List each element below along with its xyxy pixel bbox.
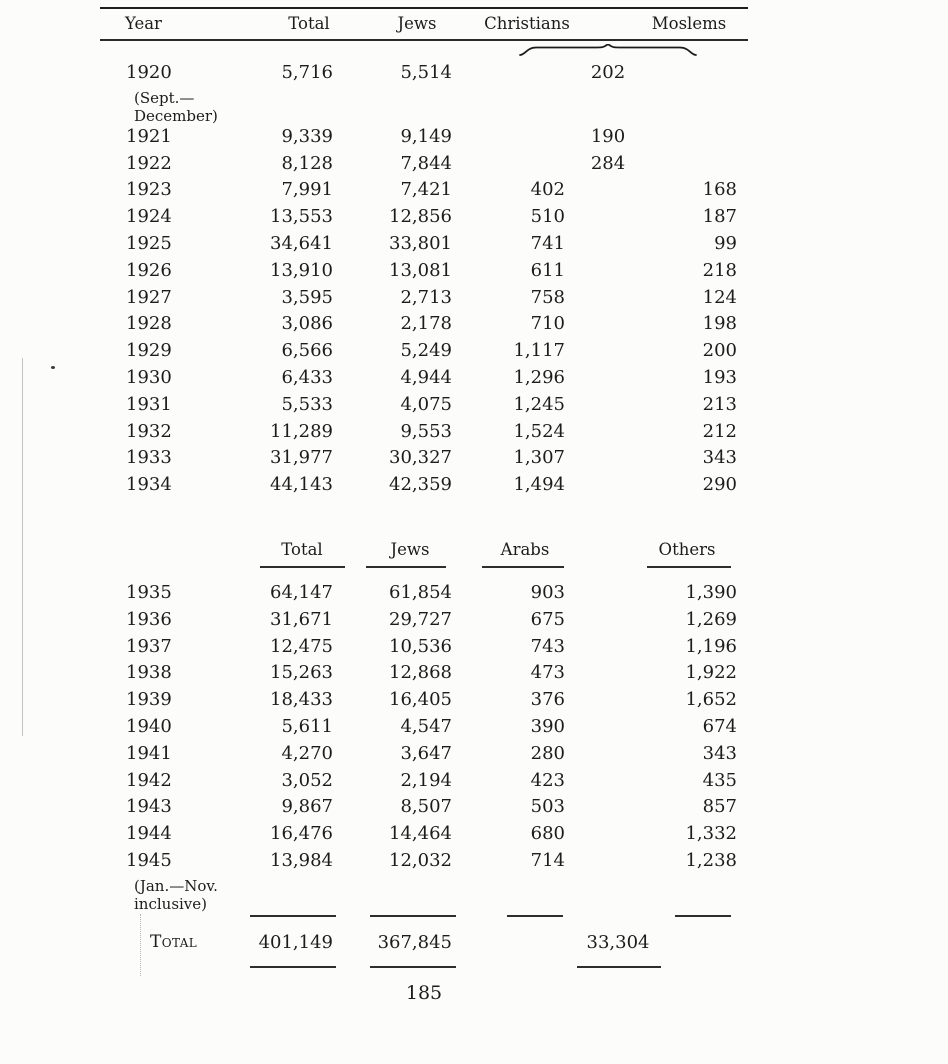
total-separator-rule: [250, 915, 336, 917]
table-row: [0, 850, 948, 877]
table-row: [0, 823, 948, 850]
total-cell: 34,641: [270, 232, 333, 254]
arabs-cell: 680: [530, 823, 565, 845]
year-cell: 1928: [126, 313, 172, 335]
others-cell: 1,269: [685, 608, 737, 630]
arabs-cell: 503: [530, 796, 565, 818]
jews-cell: 4,075: [400, 393, 452, 415]
col-header-moslems: Moslems: [651, 14, 727, 33]
jews-cell: 12,032: [389, 849, 452, 871]
table1-body: [0, 62, 948, 501]
col-header-year: Year: [125, 14, 162, 33]
christians-cell: 710: [530, 313, 565, 335]
table-header-rule: [100, 39, 748, 41]
total-cell: 8,128: [281, 152, 333, 174]
year-cell: 1935: [126, 582, 172, 603]
col-header-total: Total: [281, 540, 323, 559]
total-cell: 13,910: [270, 259, 333, 281]
moslems-cell: 343: [702, 447, 737, 469]
table2-body: [0, 582, 948, 914]
total-cell: 7,991: [281, 179, 333, 201]
total-cell: 13,984: [270, 849, 333, 871]
table-row: [0, 447, 948, 474]
year-cell: 1937: [126, 635, 172, 657]
combined-cell: 190: [590, 125, 626, 147]
others-cell: 1,238: [685, 849, 737, 871]
total-cell: 31,671: [270, 608, 333, 630]
table-row: [0, 340, 948, 367]
jews-cell: 14,464: [389, 823, 452, 845]
others-cell: 1,196: [685, 635, 737, 657]
jews-cell: 30,327: [389, 447, 452, 469]
combined-cell: 202: [590, 62, 626, 83]
year-cell: 1939: [126, 689, 172, 711]
year-note: (Jan.—Nov.: [134, 876, 218, 895]
total-cell: 3,052: [281, 769, 333, 791]
table-row: [0, 421, 948, 448]
grand-total-row: [0, 932, 948, 959]
christians-cell: 1,117: [513, 340, 565, 362]
jews-cell: 9,149: [400, 125, 452, 147]
total-cell: 5,611: [281, 715, 333, 737]
jews-cell: 42,359: [389, 474, 452, 496]
total-cell: 31,977: [270, 447, 333, 469]
table-row: [0, 287, 948, 314]
jews-cell: 2,713: [400, 286, 452, 308]
year-cell: 1938: [126, 662, 172, 684]
year-cell: 1920: [126, 62, 172, 83]
others-cell: 1,652: [685, 689, 737, 711]
year-cell: 1929: [126, 340, 172, 362]
grand-combined-cell: 33,304: [586, 932, 650, 953]
christians-cell: 1,524: [513, 420, 565, 442]
year-cell: 1924: [126, 206, 172, 228]
arabs-cell: 675: [530, 608, 565, 630]
arabs-cell: 390: [530, 715, 565, 737]
christians-cell: 611: [530, 259, 565, 281]
total-cell: 15,263: [270, 662, 333, 684]
moslems-cell: 213: [702, 393, 737, 415]
total-cell: 12,475: [270, 635, 333, 657]
jews-cell: 33,801: [389, 232, 452, 254]
col-header-arabs: Arabs: [500, 540, 550, 559]
total-cell: 9,867: [281, 796, 333, 818]
table-row: [0, 582, 948, 609]
year-cell: 1923: [126, 179, 172, 201]
arabs-cell: 903: [530, 582, 565, 603]
total-cell: 3,595: [281, 286, 333, 308]
year-cell: 1941: [126, 742, 172, 764]
christians-cell: 1,307: [513, 447, 565, 469]
jews-cell: 9,553: [400, 420, 452, 442]
table-row: [0, 206, 948, 233]
arabs-cell: 423: [530, 769, 565, 791]
jews-cell: 5,514: [400, 62, 452, 83]
jews-cell: 61,854: [389, 582, 452, 603]
christians-cell: 402: [530, 179, 565, 201]
year-cell: 1936: [126, 608, 172, 630]
table-row: [0, 609, 948, 636]
total-cell: 5,533: [281, 393, 333, 415]
moslems-cell: 124: [702, 286, 737, 308]
year-cell: 1921: [126, 125, 172, 147]
total-cell: 11,289: [270, 420, 333, 442]
others-cell: 343: [702, 742, 737, 764]
total-separator-rule: [675, 915, 731, 917]
arabs-cell: 376: [530, 689, 565, 711]
table-row: [0, 62, 948, 89]
arabs-cell: 714: [530, 849, 565, 871]
year-cell: 1932: [126, 420, 172, 442]
grand-total-cell: 401,149: [258, 932, 333, 953]
others-cell: 1,922: [685, 662, 737, 684]
year-cell: 1945: [126, 849, 172, 871]
header-underline: [647, 566, 731, 568]
total-cell: 5,716: [281, 62, 333, 83]
others-cell: 1,332: [685, 823, 737, 845]
jews-cell: 13,081: [389, 259, 452, 281]
total-cell: 6,566: [281, 340, 333, 362]
year-cell: 1943: [126, 796, 172, 818]
total-separator-rule: [370, 915, 456, 917]
table-row: [0, 770, 948, 797]
header-underline: [260, 566, 345, 568]
total-separator-rule: [507, 915, 563, 917]
grand-total-label: Total: [150, 932, 198, 952]
year-cell: 1933: [126, 447, 172, 469]
total-cell: 18,433: [270, 689, 333, 711]
header-underline: [366, 566, 446, 568]
christians-cell: 510: [530, 206, 565, 228]
col-header-jews: Jews: [397, 14, 437, 33]
year-cell: 1930: [126, 366, 172, 388]
arabs-cell: 473: [530, 662, 565, 684]
year-cell: 1931: [126, 393, 172, 415]
table-row: [0, 233, 948, 260]
others-cell: 857: [702, 796, 737, 818]
table-top-rule: [100, 7, 748, 9]
jews-cell: 4,944: [400, 366, 452, 388]
col-header-total: Total: [288, 14, 330, 33]
total-cell: 9,339: [281, 125, 333, 147]
jews-cell: 16,405: [389, 689, 452, 711]
col-header-others: Others: [658, 540, 716, 559]
christians-cell: 1,494: [513, 474, 565, 496]
year-note: December): [134, 107, 218, 126]
year-cell: 1934: [126, 474, 172, 496]
moslems-cell: 198: [702, 313, 737, 335]
jews-cell: 10,536: [389, 635, 452, 657]
table-row: [0, 662, 948, 689]
year-cell: 1942: [126, 769, 172, 791]
total-cell: 16,476: [270, 823, 333, 845]
table-row: [0, 474, 948, 501]
table-row: [0, 796, 948, 823]
table-row: [0, 636, 948, 663]
arabs-cell: 743: [530, 635, 565, 657]
table-row: [0, 153, 948, 180]
table-row: [0, 743, 948, 770]
table-row: [0, 126, 948, 153]
year-cell: 1926: [126, 259, 172, 281]
arabs-cell: 280: [530, 742, 565, 764]
table-row: [0, 179, 948, 206]
grand-jews-cell: 367,845: [377, 932, 452, 953]
christians-cell: 741: [530, 232, 565, 254]
jews-cell: 5,249: [400, 340, 452, 362]
jews-cell: 8,507: [400, 796, 452, 818]
jews-cell: 12,856: [389, 206, 452, 228]
total-cell: 3,086: [281, 313, 333, 335]
col-header-christians: Christians: [484, 14, 570, 33]
total-bottom-rule: [250, 966, 336, 968]
total-bottom-rule: [370, 966, 456, 968]
moslems-cell: 218: [702, 259, 737, 281]
total-cell: 4,270: [281, 742, 333, 764]
year-cell: 1927: [126, 286, 172, 308]
combined-cell: 284: [590, 152, 626, 174]
jews-cell: 7,844: [400, 152, 452, 174]
others-cell: 674: [702, 715, 737, 737]
header-underline: [482, 566, 564, 568]
moslems-cell: 290: [702, 474, 737, 496]
jews-cell: 7,421: [400, 179, 452, 201]
year-note: inclusive): [134, 895, 208, 914]
total-cell: 13,553: [270, 206, 333, 228]
christians-cell: 1,245: [513, 393, 565, 415]
christians-cell: 1,296: [513, 366, 565, 388]
table-row: [0, 394, 948, 421]
brace-icon: [518, 44, 698, 57]
total-cell: 64,147: [270, 582, 333, 603]
table-row: [0, 716, 948, 743]
moslems-cell: 99: [714, 232, 737, 254]
table-row: [0, 367, 948, 394]
jews-cell: 29,727: [389, 608, 452, 630]
moslems-cell: 168: [702, 179, 737, 201]
jews-cell: 12,868: [389, 662, 452, 684]
christians-cell: 758: [530, 286, 565, 308]
table-row: [0, 313, 948, 340]
moslems-cell: 200: [702, 340, 737, 362]
total-bottom-rule: [577, 966, 661, 968]
moslems-cell: 187: [702, 206, 737, 228]
total-cell: 44,143: [270, 474, 333, 496]
year-cell: 1922: [126, 152, 172, 174]
year-cell: 1925: [126, 232, 172, 254]
jews-cell: 4,547: [400, 715, 452, 737]
year-cell: 1940: [126, 715, 172, 737]
moslems-cell: 193: [702, 366, 737, 388]
jews-cell: 2,194: [400, 769, 452, 791]
table-row: [0, 689, 948, 716]
year-note: (Sept.—: [134, 88, 195, 107]
others-cell: 1,390: [685, 582, 737, 603]
moslems-cell: 212: [702, 420, 737, 442]
jews-cell: 3,647: [400, 742, 452, 764]
jews-cell: 2,178: [400, 313, 452, 335]
col-header-jews: Jews: [390, 540, 430, 559]
others-cell: 435: [702, 769, 737, 791]
total-cell: 6,433: [281, 366, 333, 388]
year-cell: 1944: [126, 823, 172, 845]
table-row: [0, 260, 948, 287]
page-number: 185: [405, 982, 443, 1004]
